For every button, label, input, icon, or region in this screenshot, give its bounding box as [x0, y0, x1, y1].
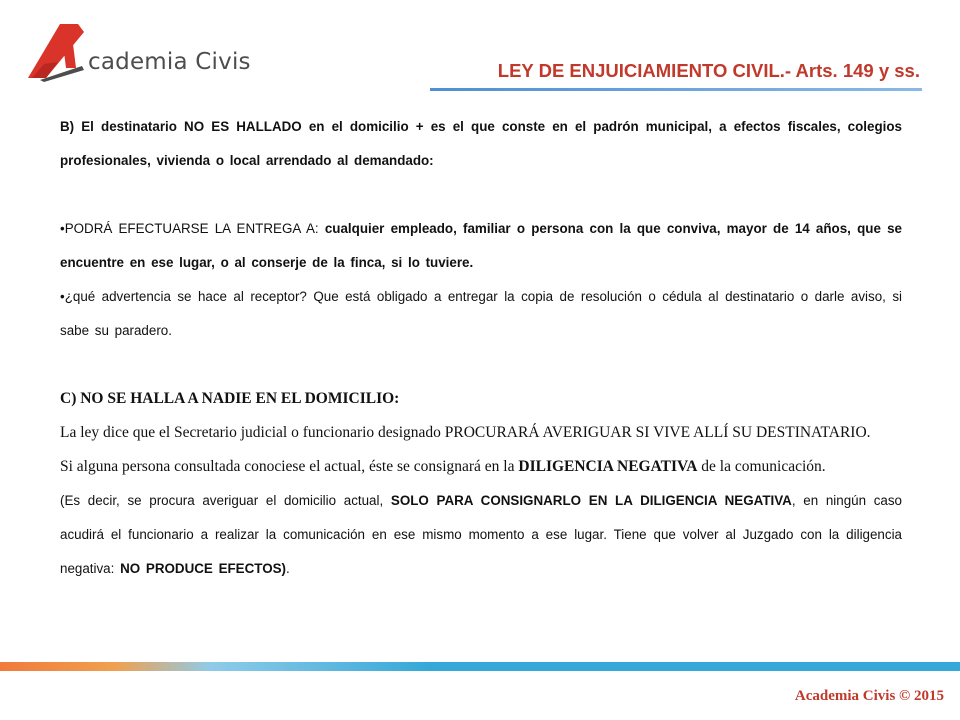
diligencia-negativa-bold: DILIGENCIA NEGATIVA	[518, 458, 698, 475]
paragraph-es-decir	[60, 484, 902, 586]
paragraph-ley-dice: La ley dice que el Secretario judicial o funcionario designado PROCURARÁ AVERIGUAR SI VIVE ALLÍ SU DESTINATARIO.	[60, 424, 871, 441]
paragraph-consultada	[60, 450, 902, 484]
es-decir-bold-1: SOLO PARA CONSIGNARLO EN LA DILIGENCIA NEGATIVA	[390, 493, 792, 508]
entrega-bold: cualquier empleado, familiar o persona con la que conviva, mayor de 14 años, que se encuentre en ese lugar, o al conserje de la finca, si lo tuviere.	[60, 221, 902, 270]
es-decir-pre: (Es decir, se procura averiguar el domicilio actual,	[60, 493, 391, 508]
consultada-post: de la comunicación.	[697, 458, 826, 475]
section-heading-c: C) NO SE HALLA A NADIE EN EL DOMICILIO:	[60, 390, 400, 407]
footer-color-bar	[0, 662, 960, 671]
slide-content	[60, 110, 902, 586]
es-decir-bold-2: NO PRODUCE EFECTOS)	[120, 561, 287, 576]
es-decir-end: .	[286, 561, 290, 576]
header-divider	[430, 88, 922, 91]
paragraph-b-destinatario: B) El destinatario NO ES HALLADO en el domicilio + es el que conste en el padrón municipal, a efectos fiscales, colegios profesionales, vivienda o local arrendado al demandado:	[60, 119, 902, 168]
academia-civis-logo	[22, 22, 251, 86]
es-decir-mid: , en ningún caso acudirá el funcionario a realizar la comunicación en ese mismo momento a ese lugar. Tiene que volver al Juzgado con la diligencia negativa:	[60, 493, 903, 576]
page-title: LEY DE ENJUICIAMIENTO CIVIL.- Arts. 149 y ss.	[497, 60, 920, 81]
logo-text: cademia Civis	[88, 49, 251, 75]
paragraph-advertencia: •¿qué advertencia se hace al receptor? Que está obligado a entregar la copia de resolución o cédula al destinatario o darle aviso, si sabe su paradero.	[60, 289, 902, 338]
paragraph-entrega	[60, 212, 902, 280]
consultada-pre: Si alguna persona consultada conociese el actual, éste se consignará en la	[60, 458, 519, 475]
entrega-lead: •PODRÁ EFECTUARSE LA ENTREGA A:	[60, 221, 325, 236]
footer-copyright: Academia Civis © 2015	[794, 688, 944, 704]
